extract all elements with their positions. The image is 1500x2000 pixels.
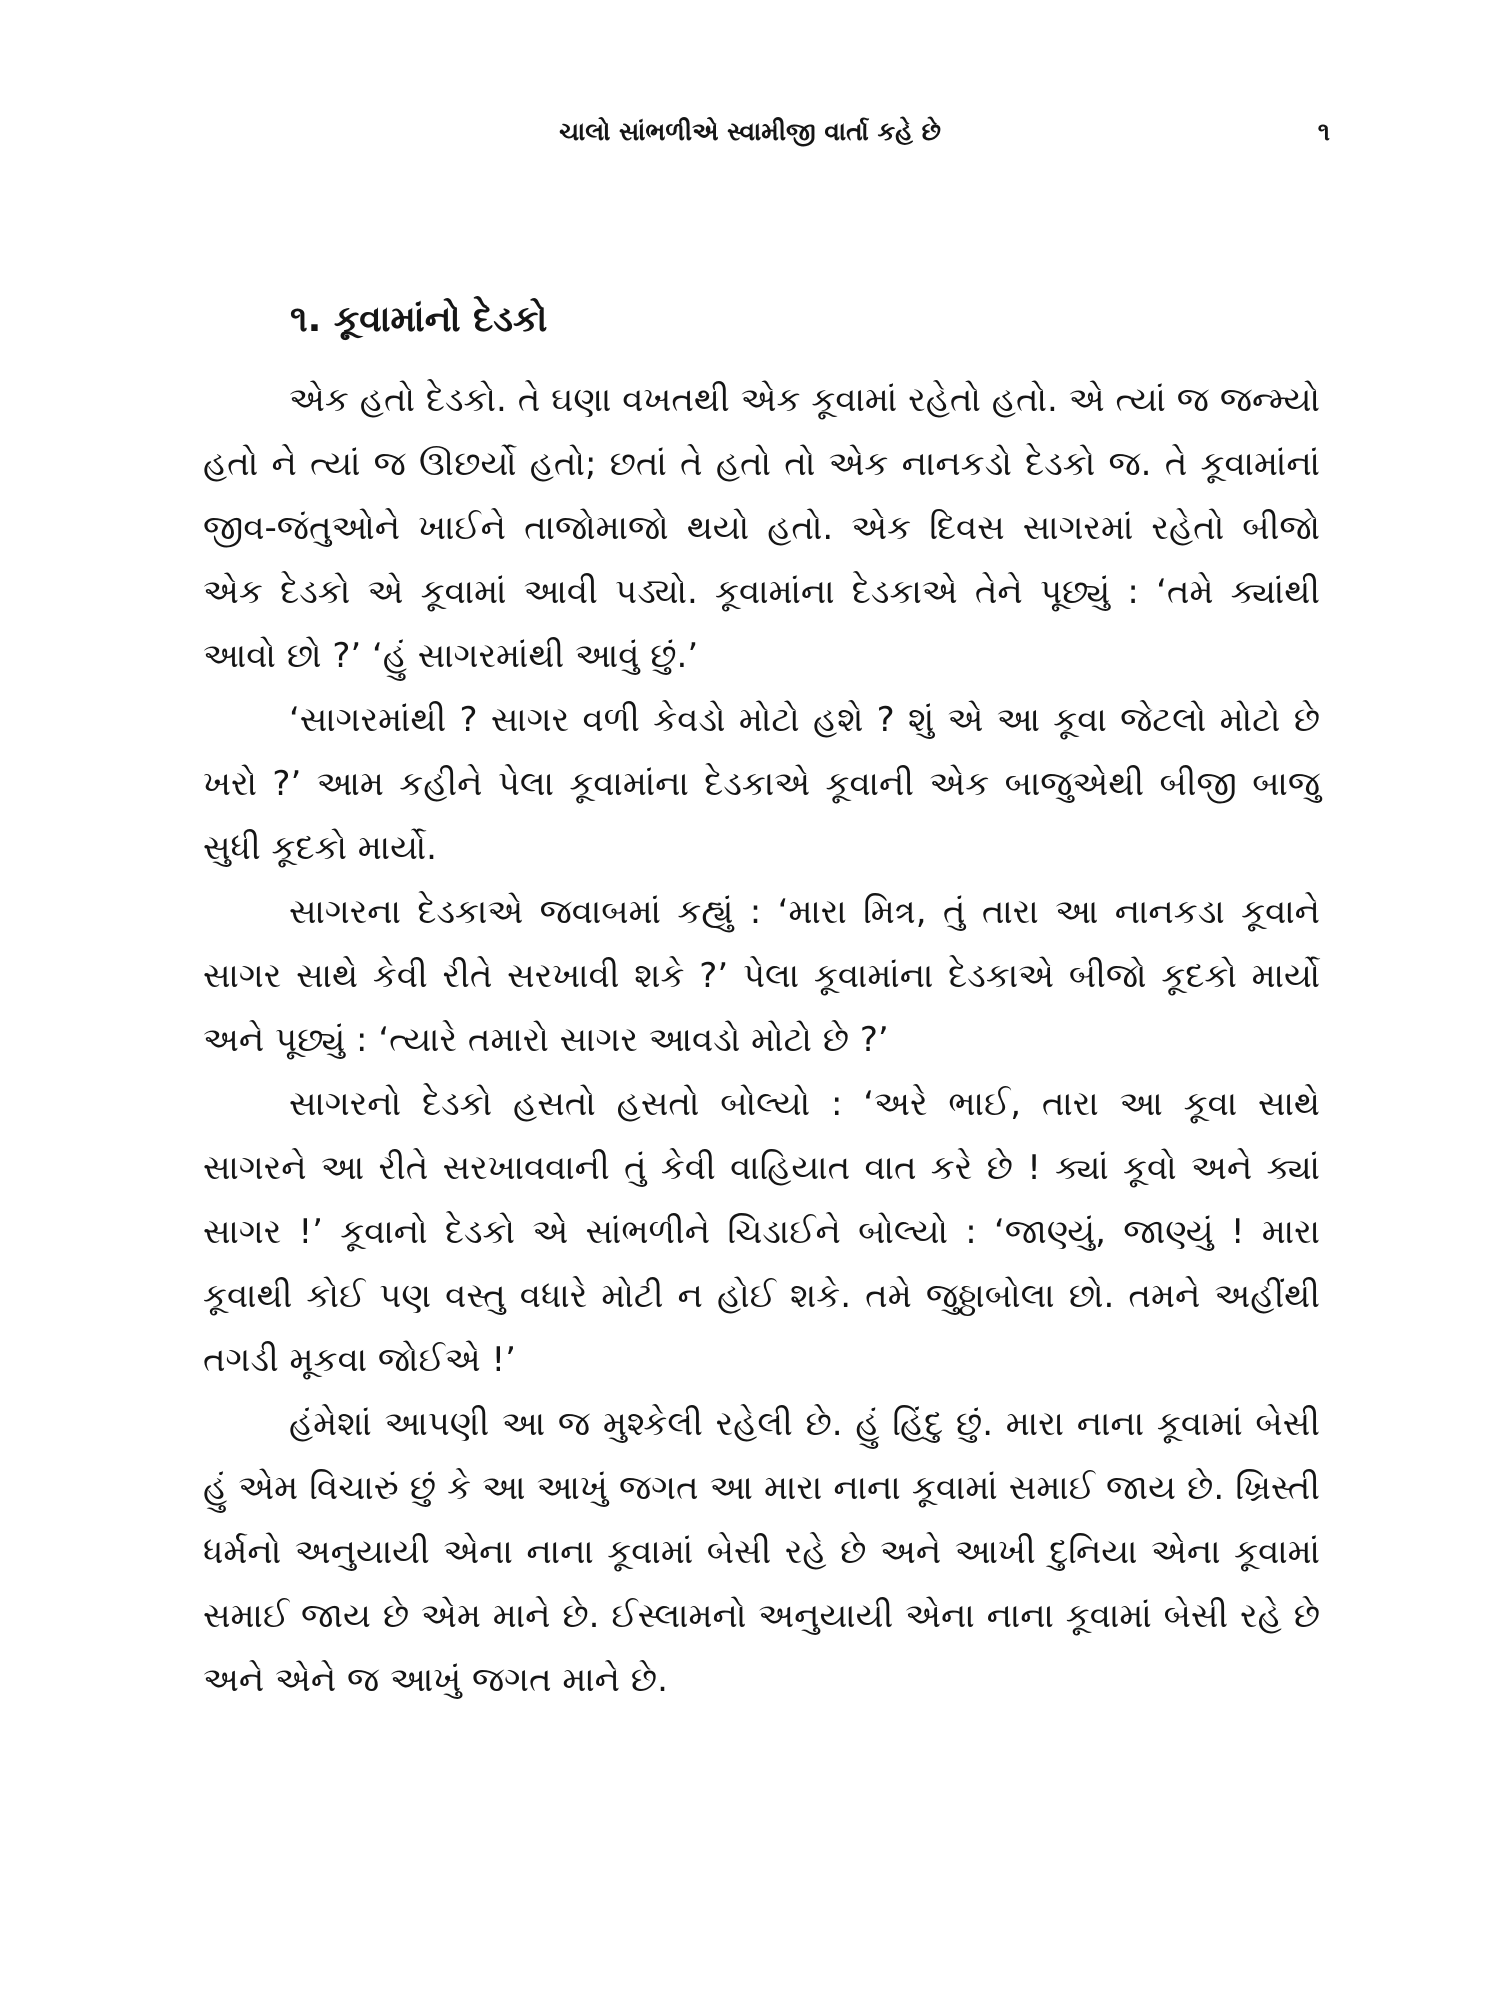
paragraph: હંમેશાં આપણી આ જ મુશ્કેલી રહેલી છે. હું હિંદુ છું. મારા નાના કૂવામાં બેસી હું એમ વિચારું છું કે આ આખું જગત આ મારા નાના કૂવામાં સમાઈ જાય છે. ખ્રિસ્તી ધર્મનો અનુયાયી એના નાના કૂવામાં બેસી રહે છે અને આખી દુનિયા એના કૂવામાં સમાઈ જાય છે એમ માને છે. ઈસ્લામનો અનુયાયી એના નાના કૂવામાં બેસી રહે છે અને એને જ આખું જગત માને છે. <box>203 1404 1320 1700</box>
paragraph: એક હતો દેડકો. તે ઘણા વખતથી એક કૂવામાં રહેતો હતો. એ ત્યાં જ જન્મ્યો હતો ને ત્યાં જ ઊછર્યો હતો; છતાં તે હતો તો એક નાનકડો દેડકો જ. તે કૂવામાંનાં જીવ-જંતુઓને ખાઈને તાજોમાજો થયો હતો. એક દિવસ સાગરમાં રહેતો બીજો એક દેડકો એ કૂવામાં આવી પડ્યો. કૂવામાંના દેડકાએ તેને પૂછ્યું : ‘તમે ક્યાંથી આવો છો ?’ ‘હું સાગરમાંથી આવું છું.’ <box>203 380 1320 676</box>
story-text <box>203 368 1320 1712</box>
page-number: ૧ <box>1317 117 1330 146</box>
paragraph: સાગરના દેડકાએ જવાબમાં કહ્યું : ‘મારા મિત્ર, તું તારા આ નાનકડા કૂવાને સાગર સાથે કેવી રીતે સરખાવી શકે ?’ પેલા કૂવામાંના દેડકાએ બીજો કૂદકો માર્યો અને પૂછ્યું : ‘ત્યારે તમારો સાગર આવડો મોટો છે ?’ <box>203 892 1320 1060</box>
paragraph: સાગરનો દેડકો હસતો હસતો બોલ્યો : ‘અરે ભાઈ, તારા આ કૂવા સાથે સાગરને આ રીતે સરખાવવાની તું કેવી વાહિયાત વાત કરે છે ! ક્યાં કૂવો અને ક્યાં સાગર !’ કૂવાનો દેડકો એ સાંભળીને ચિડાઈને બોલ્યો : ‘જાણ્યું, જાણ્યું ! મારા કૂવાથી કોઈ પણ વસ્તુ વધારે મોટી ન હોઈ શકે. તમે જુઠ્ઠાબોલા છો. તમને અહીંથી તગડી મૂકવા જોઈએ !’ <box>203 1084 1320 1380</box>
running-header <box>0 112 1500 152</box>
running-title: ચાલો સાંભળીએ સ્વામીજી વાર્તા કહે છે <box>559 117 941 146</box>
chapter-heading: ૧. કૂવામાંનો દેડકો <box>290 299 548 340</box>
paragraph: ‘સાગરમાંથી ? સાગર વળી કેવડો મોટો હશે ? શું એ આ કૂવા જેટલો મોટો છે ખરો ?’ આમ કહીને પેલા કૂવામાંના દેડકાએ કૂવાની એક બાજુએથી બીજી બાજુ સુધી કૂદકો માર્યો. <box>203 700 1320 868</box>
